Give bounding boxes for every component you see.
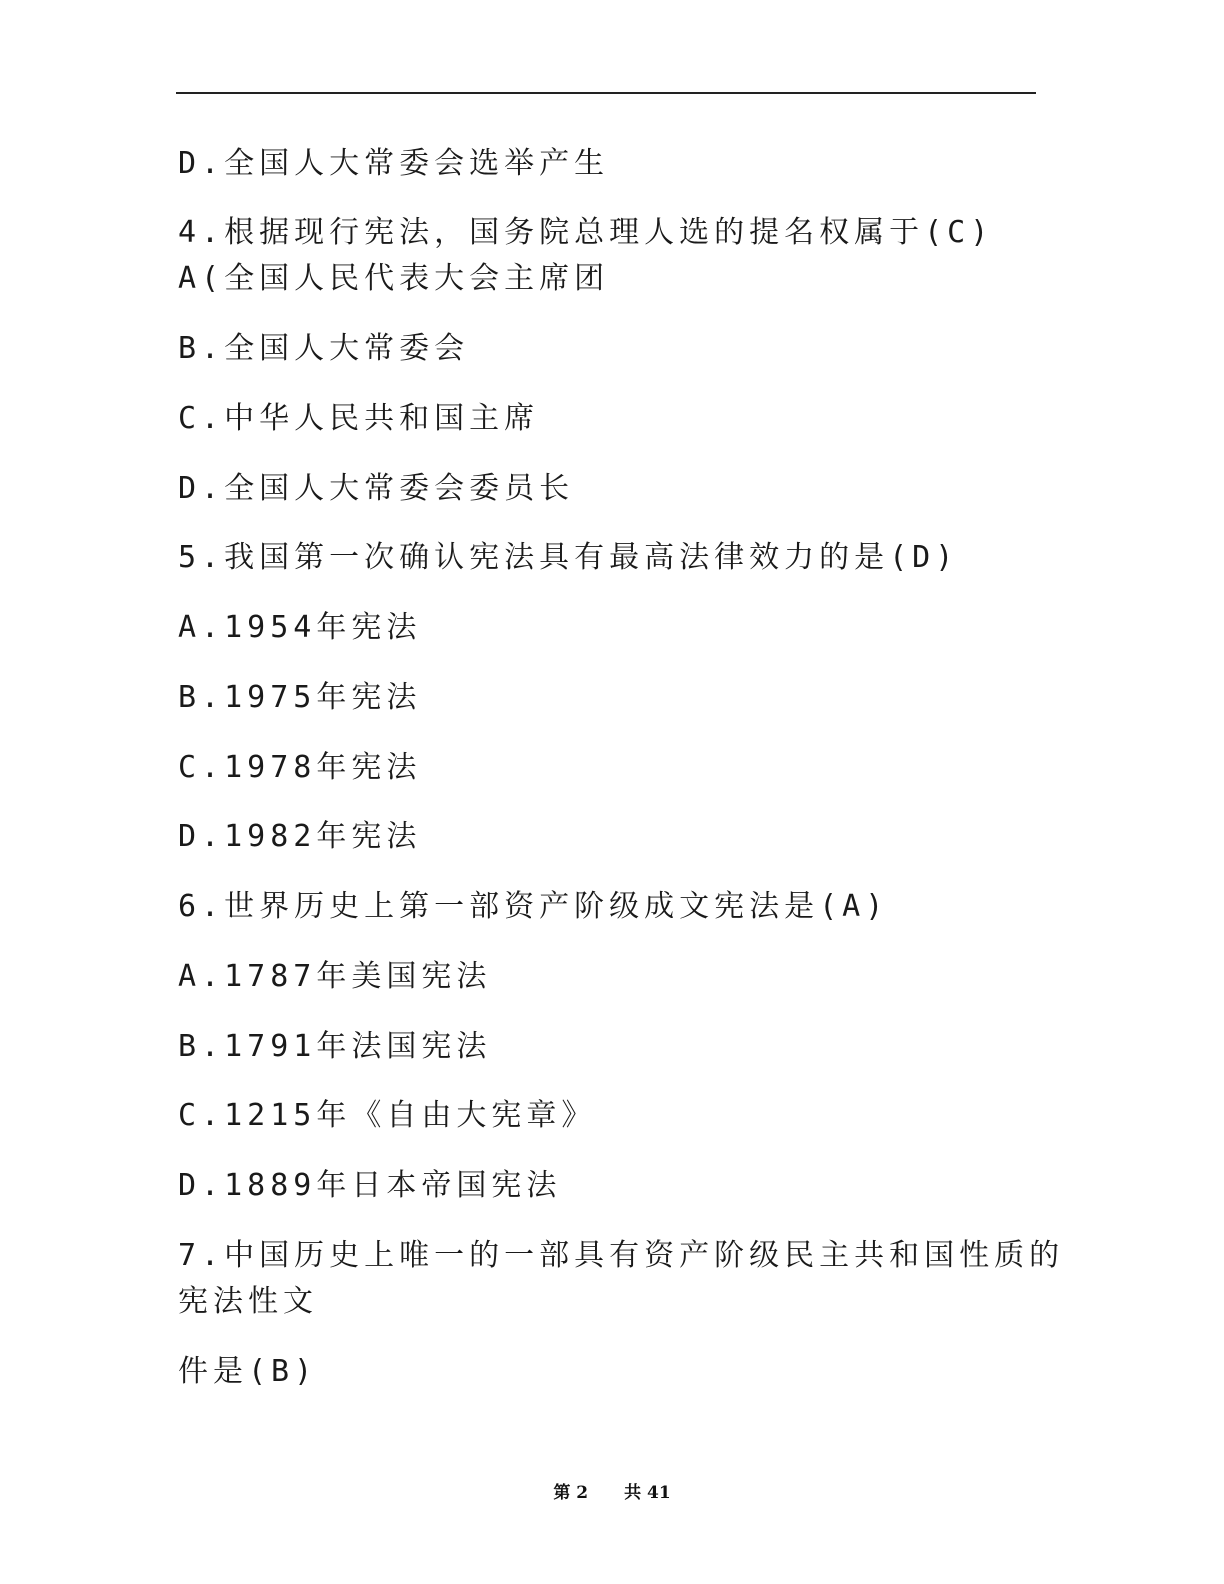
option-a-q6: A.1787年美国宪法 xyxy=(178,959,492,994)
option-d-q4: D.全国人大常委会委员长 xyxy=(178,471,575,506)
option-c-q6: C.1215年《自由大宪章》 xyxy=(178,1098,597,1133)
header-rule xyxy=(176,92,1036,94)
option-a-q5: A.1954年宪法 xyxy=(178,610,422,645)
option-a-q4: A(全国人民代表大会主席团 xyxy=(178,261,610,296)
page-footer xyxy=(0,1478,1224,1503)
question-4: 4.根据现行宪法，国务院总理人选的提名权属于(C) xyxy=(178,215,994,250)
question-5: 5.我国第一次确认宪法具有最高法律效力的是(D) xyxy=(178,540,959,575)
option-d-q3: D.全国人大常委会选举产生 xyxy=(178,146,610,181)
option-d-q6: D.1889年日本帝国宪法 xyxy=(178,1168,562,1203)
page-number: 第 2 xyxy=(553,1483,589,1503)
option-b-q4: B.全国人大常委会 xyxy=(178,331,470,366)
option-b-q5: B.1975年宪法 xyxy=(178,680,422,715)
option-b-q6: B.1791年法国宪法 xyxy=(178,1029,492,1064)
option-c-q4: C.中华人民共和国主席 xyxy=(178,401,540,436)
option-d-q5: D.1982年宪法 xyxy=(178,819,422,854)
question-7-continuation: 宪法性文 xyxy=(178,1284,318,1319)
option-c-q5: C.1978年宪法 xyxy=(178,750,422,785)
question-7: 7.中国历史上唯一的一部具有资产阶级民主共和国性质的 xyxy=(178,1238,1065,1273)
page-total: 共 41 xyxy=(624,1483,671,1503)
question-6: 6.世界历史上第一部资产阶级成文宪法是(A) xyxy=(178,889,889,924)
question-7-answer: 件是(B) xyxy=(178,1354,318,1389)
